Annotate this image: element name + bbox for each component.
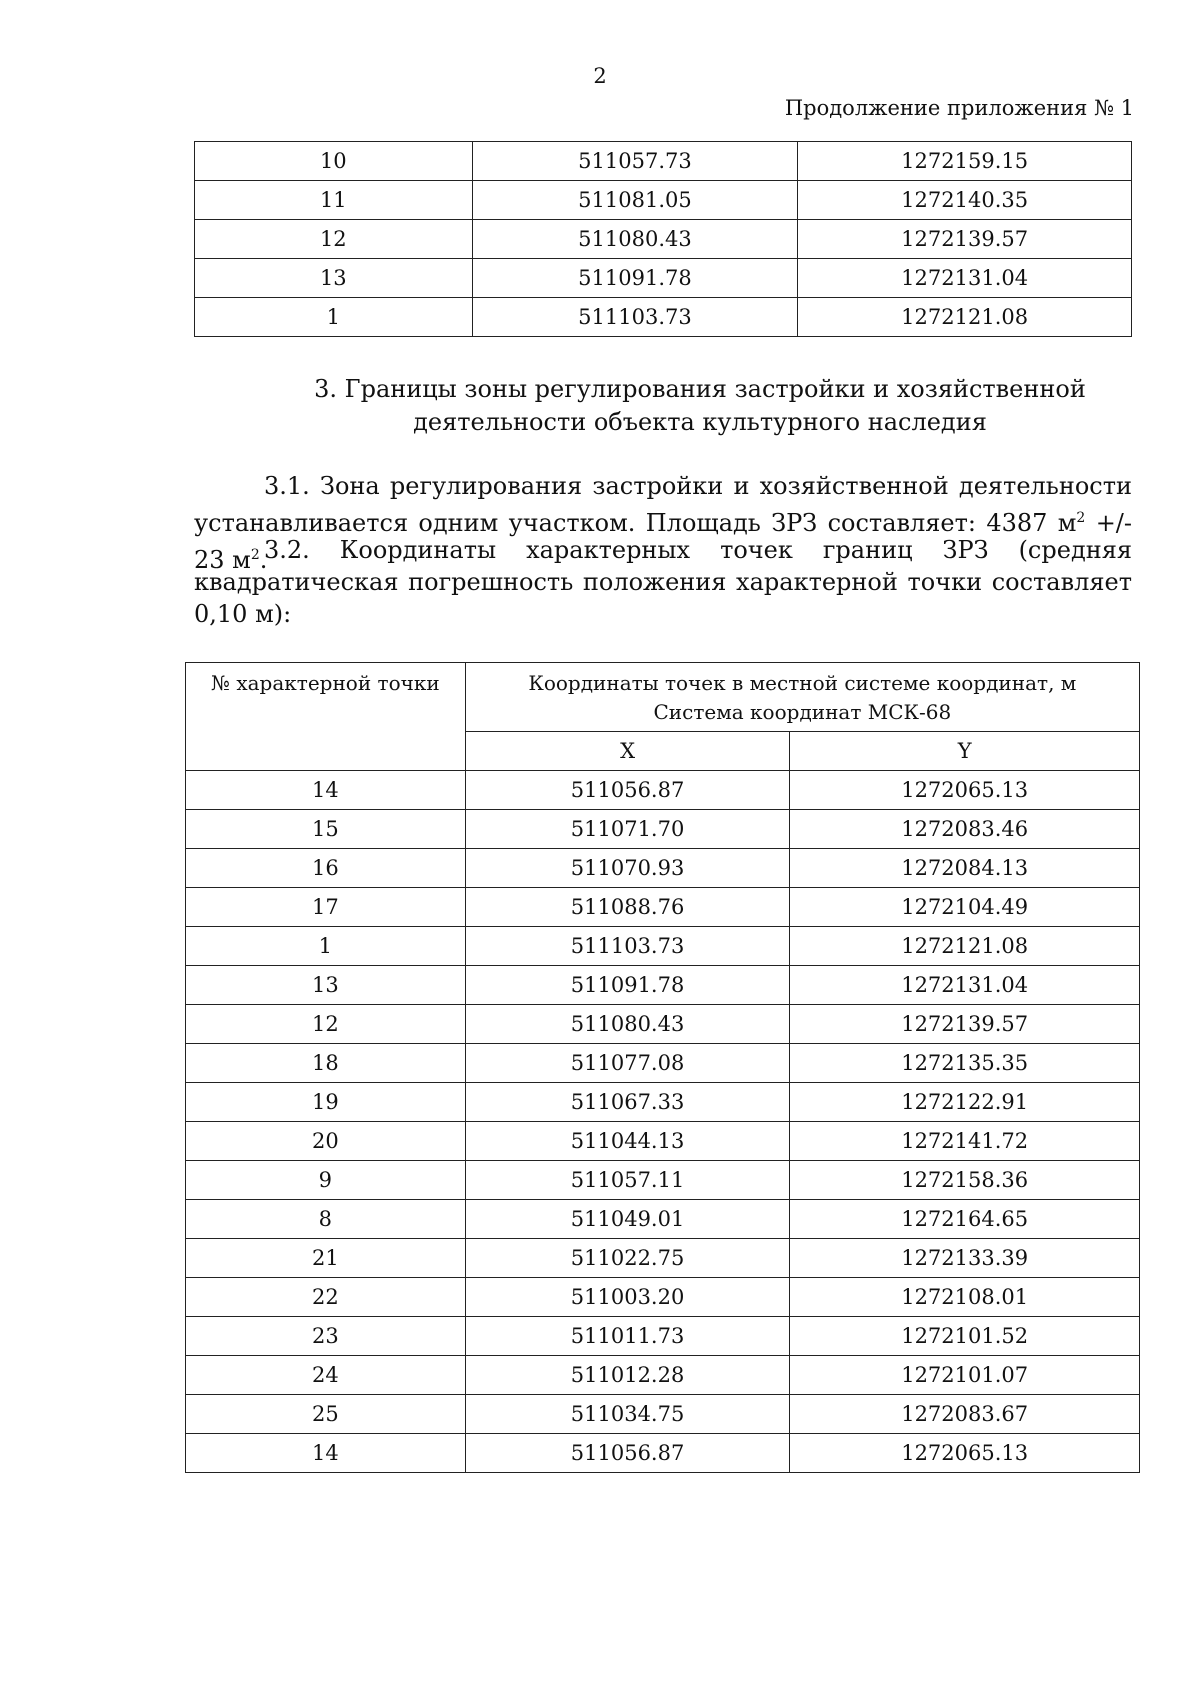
table-row <box>195 142 1132 181</box>
point-number-cell: 11 <box>195 181 473 220</box>
point-number-cell: 13 <box>186 966 466 1005</box>
point-number-cell: 23 <box>186 1317 466 1356</box>
section-title-line-1: 3. Границы зоны регулирования застройки и хозяйственной <box>314 375 1086 403</box>
x-coordinate-cell: 511057.11 <box>465 1161 790 1200</box>
point-number-cell: 14 <box>186 771 466 810</box>
point-number-cell: 22 <box>186 1278 466 1317</box>
y-coordinate-cell: 1272121.08 <box>798 298 1132 337</box>
table-row <box>186 1239 1140 1278</box>
table-row <box>186 1434 1140 1473</box>
x-coordinate-cell: 511034.75 <box>465 1395 790 1434</box>
section-title-line-2: деятельности объекта культурного наследия <box>413 408 987 436</box>
x-coordinate-cell: 511044.13 <box>465 1122 790 1161</box>
point-number-cell: 10 <box>195 142 473 181</box>
y-coordinate-cell: 1272131.04 <box>790 966 1140 1005</box>
y-coordinate-cell: 1272121.08 <box>790 927 1140 966</box>
point-number-cell: 21 <box>186 1239 466 1278</box>
y-coordinate-cell: 1272084.13 <box>790 849 1140 888</box>
paragraph-3-1-line-1: 3.1. Зона регулирования застройки и хозяйственной деятельности <box>264 472 1132 500</box>
page-number: 2 <box>593 64 607 88</box>
x-coordinate-cell: 511057.73 <box>472 142 798 181</box>
x-coordinate-cell: 511103.73 <box>472 298 798 337</box>
point-number-cell: 15 <box>186 810 466 849</box>
x-coordinate-cell: 511077.08 <box>465 1044 790 1083</box>
table-row <box>186 1044 1140 1083</box>
point-number-cell: 16 <box>186 849 466 888</box>
x-coordinate-cell: 511071.70 <box>465 810 790 849</box>
area-tolerance-text: +/- 23 м <box>194 509 1132 574</box>
coordinates-table-continued <box>194 141 1132 337</box>
coordinates-header <box>465 663 1139 732</box>
area-unit-exponent: 2 <box>1076 510 1086 526</box>
x-coordinate-cell: 511081.05 <box>472 181 798 220</box>
point-number-cell: 12 <box>195 220 473 259</box>
table-header-row <box>186 663 1140 732</box>
table-row <box>186 1317 1140 1356</box>
point-number-cell: 9 <box>186 1161 466 1200</box>
point-number-cell: 13 <box>195 259 473 298</box>
point-number-cell: 8 <box>186 1200 466 1239</box>
tolerance-unit-exponent: 2 <box>250 547 260 563</box>
y-coordinate-cell: 1272101.07 <box>790 1356 1140 1395</box>
x-coordinate-cell: 511012.28 <box>465 1356 790 1395</box>
y-coordinate-cell: 1272158.36 <box>790 1161 1140 1200</box>
table-row <box>186 1395 1140 1434</box>
point-number-cell: 19 <box>186 1083 466 1122</box>
x-coordinate-cell: 511022.75 <box>465 1239 790 1278</box>
table-row <box>186 1278 1140 1317</box>
table-row <box>186 1356 1140 1395</box>
y-coordinate-cell: 1272083.67 <box>790 1395 1140 1434</box>
paragraph-3-2-line-3: 0,10 м): <box>194 600 292 628</box>
table-row <box>186 888 1140 927</box>
y-coordinate-cell: 1272164.65 <box>790 1200 1140 1239</box>
point-number-cell: 17 <box>186 888 466 927</box>
coordinates-header-line-1: Координаты точек в местной системе координат, м <box>528 671 1077 695</box>
x-coordinate-cell: 511070.93 <box>465 849 790 888</box>
point-number-cell: 24 <box>186 1356 466 1395</box>
point-number-header: № характерной точки <box>186 663 466 771</box>
top-table-body <box>195 142 1132 337</box>
y-coordinate-cell: 1272104.49 <box>790 888 1140 927</box>
y-column-header: Y <box>790 732 1140 771</box>
y-coordinate-cell: 1272108.01 <box>790 1278 1140 1317</box>
x-coordinate-cell: 511056.87 <box>465 771 790 810</box>
x-coordinate-cell: 511091.78 <box>472 259 798 298</box>
paragraph-3-2-line-1: 3.2. Координаты характерных точек границ ЗРЗ (средняя <box>264 536 1132 564</box>
table-row <box>195 298 1132 337</box>
x-coordinate-cell: 511011.73 <box>465 1317 790 1356</box>
x-column-header: X <box>465 732 790 771</box>
table-row <box>186 1200 1140 1239</box>
x-coordinate-cell: 511088.76 <box>465 888 790 927</box>
y-coordinate-cell: 1272159.15 <box>798 142 1132 181</box>
y-coordinate-cell: 1272131.04 <box>798 259 1132 298</box>
point-number-cell: 14 <box>186 1434 466 1473</box>
y-coordinate-cell: 1272101.52 <box>790 1317 1140 1356</box>
table-row <box>195 181 1132 220</box>
table-row <box>186 927 1140 966</box>
y-coordinate-cell: 1272083.46 <box>790 810 1140 849</box>
y-coordinate-cell: 1272139.57 <box>798 220 1132 259</box>
area-period: . <box>259 546 268 574</box>
x-coordinate-cell: 511003.20 <box>465 1278 790 1317</box>
x-coordinate-cell: 511091.78 <box>465 966 790 1005</box>
table-row <box>186 1161 1140 1200</box>
point-number-cell: 20 <box>186 1122 466 1161</box>
y-coordinate-cell: 1272140.35 <box>798 181 1132 220</box>
x-coordinate-cell: 511056.87 <box>465 1434 790 1473</box>
point-number-cell: 25 <box>186 1395 466 1434</box>
y-coordinate-cell: 1272065.13 <box>790 1434 1140 1473</box>
main-table-body <box>186 771 1140 1473</box>
x-coordinate-cell: 511067.33 <box>465 1083 790 1122</box>
table-row <box>186 771 1140 810</box>
table-row <box>186 1005 1140 1044</box>
y-coordinate-cell: 1272122.91 <box>790 1083 1140 1122</box>
y-coordinate-cell: 1272065.13 <box>790 771 1140 810</box>
table-row <box>186 1122 1140 1161</box>
y-coordinate-cell: 1272141.72 <box>790 1122 1140 1161</box>
table-row <box>186 810 1140 849</box>
y-coordinate-cell: 1272135.35 <box>790 1044 1140 1083</box>
y-coordinate-cell: 1272133.39 <box>790 1239 1140 1278</box>
point-number-cell: 1 <box>186 927 466 966</box>
y-coordinate-cell: 1272139.57 <box>790 1005 1140 1044</box>
zrz-coordinates-table <box>185 662 1140 1473</box>
x-coordinate-cell: 511049.01 <box>465 1200 790 1239</box>
point-number-cell: 12 <box>186 1005 466 1044</box>
coordinates-header-line-2: Система координат МСК-68 <box>653 700 952 724</box>
table-row <box>195 259 1132 298</box>
point-number-cell: 18 <box>186 1044 466 1083</box>
x-coordinate-cell: 511080.43 <box>472 220 798 259</box>
table-row <box>186 849 1140 888</box>
table-row <box>186 966 1140 1005</box>
area-text: устанавливается одним участком. Площадь ЗРЗ составляет: 4387 м <box>194 509 1077 537</box>
appendix-continuation: Продолжение приложения № 1 <box>784 96 1134 120</box>
x-coordinate-cell: 511080.43 <box>465 1005 790 1044</box>
x-coordinate-cell: 511103.73 <box>465 927 790 966</box>
table-row <box>195 220 1132 259</box>
paragraph-3-2-line-2: квадратическая погрешность положения характерной точки составляет <box>194 568 1132 596</box>
point-number-cell: 1 <box>195 298 473 337</box>
table-row <box>186 1083 1140 1122</box>
section-title <box>310 373 1090 439</box>
